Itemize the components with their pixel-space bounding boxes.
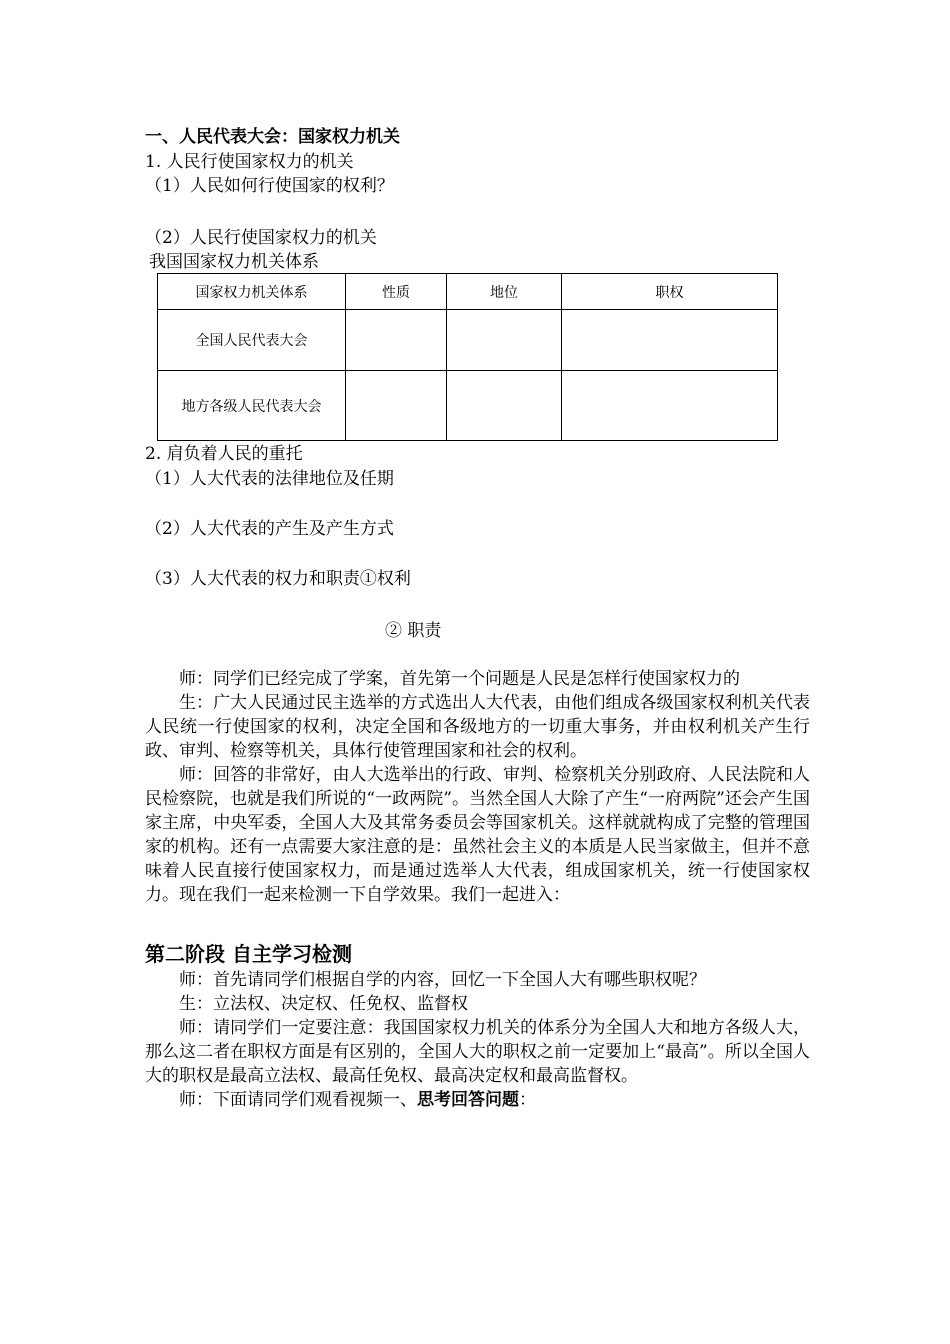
table-row: [158, 310, 778, 371]
section2-heading: 第二阶段 自主学习检测: [145, 942, 352, 966]
table-header-cell: 地位: [447, 274, 562, 310]
question-1: （1）人民如何行使国家的权利？: [145, 176, 394, 196]
table-header-cell: 职权: [562, 274, 778, 310]
table-header-cell: 性质: [346, 274, 447, 310]
table-cell: 全国人民代表大会: [158, 310, 346, 371]
dialogue-paragraph: 师：请同学们一定要注意：我国国家权力机关的体系分为全国人大和地方各级人大，那么这二者在职权方面是有区别的，全国人大的职权之前一定要加上“最高”。所以全国人大的职权是最高立法权、最高任免权、最高决定权和最高监督权。: [145, 1018, 810, 1086]
question-5: （3）人大代表的权力和职责①权利: [145, 569, 411, 589]
question-4: （2）人大代表的产生及产生方式: [145, 519, 394, 539]
table-caption: 我国国家权力机关体系: [149, 252, 319, 272]
item2-title: 2. 肩负着人民的重托: [145, 444, 303, 464]
table-header-row: [158, 274, 778, 310]
question-3: （1）人大代表的法律地位及任期: [145, 469, 394, 489]
dialogue-paragraph: 师：首先请同学们根据自学的内容，回忆一下全国人大有哪些职权呢？: [179, 970, 706, 990]
power-organ-table: [157, 273, 778, 441]
question-5-duty: ② 职责: [385, 621, 442, 641]
dialogue-paragraph: 生：广大人民通过民主选举的方式选出人大代表，由他们组成各级国家权利机关代表人民统一行使国家的权利，决定全国和各级地方的一切重大事务，并由权利机关产生行政、审判、检察等机关，具体行使管理国家和社会的权利。: [145, 693, 810, 761]
table-cell: [447, 310, 562, 371]
last-line-bold: 思考回答问题: [417, 1090, 519, 1110]
table-row: [158, 371, 778, 441]
table-cell: [346, 310, 447, 371]
dialogue-block-1: [145, 667, 810, 907]
table-cell: 地方各级人民代表大会: [158, 371, 346, 441]
dialogue-block-2: [145, 968, 810, 1112]
question-2: （2）人民行使国家权力的机关: [145, 228, 377, 248]
item1-title: 1. 人民行使国家权力的机关: [145, 152, 354, 172]
dialogue-paragraph: 生：立法权、决定权、任免权、监督权: [179, 994, 468, 1014]
dialogue-paragraph-last: [145, 1088, 810, 1112]
section1-heading: 一、人民代表大会：国家权力机关: [145, 127, 400, 147]
table-cell: [562, 371, 778, 441]
dialogue-paragraph: 师：回答的非常好，由人大选举出的行政、审判、检察机关分别政府、人民法院和人民检察院，也就是我们所说的“一政两院”。当然全国人大除了产生“一府两院”还会产生国家主席，中央军委，全国人大及其常务委员会等国家机关。这样就就构成了完整的管理国家的机构。还有一点需要大家注意的是：虽然社会主义的本质是人民当家做主，但并不意味着人民直接行使国家权力，而是通过选举人大代表，组成国家机关，统一行使国家权力。现在我们一起来检测一下自学效果。我们一起进入：: [145, 765, 810, 905]
dialogue-paragraph: 师：同学们已经完成了学案，首先第一个问题是人民是怎样行使国家权力的: [179, 669, 740, 689]
last-line-prefix: 师：下面请同学们观看视频一、: [179, 1090, 417, 1110]
last-line-suffix: ：: [519, 1090, 536, 1110]
table-cell: [562, 310, 778, 371]
table-cell: [346, 371, 447, 441]
table-cell: [447, 371, 562, 441]
table-header-cell: 国家权力机关体系: [158, 274, 346, 310]
